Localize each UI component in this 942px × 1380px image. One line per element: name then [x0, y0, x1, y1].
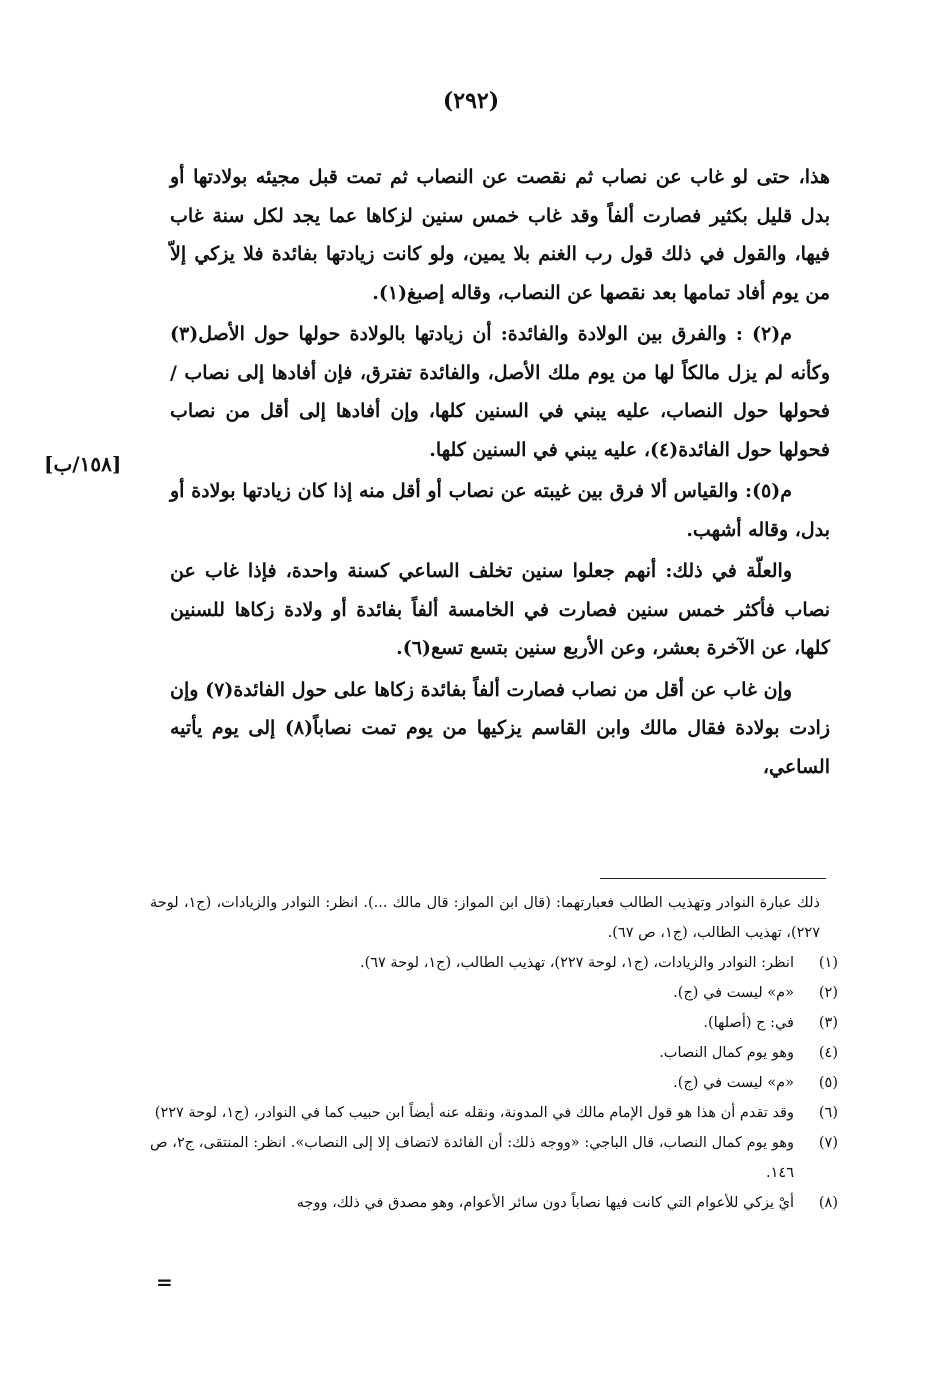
paragraph: هذا، حتى لو غاب عن نصاب ثم نقصت عن النصاب ثم تمت قبل مجيئه بولادتها أو بدل قليل بكثير فصارت ألفاً وقد غاب خمس سنين لزكاها عما يجد لكل سنة غاب فيها، والقول في ذلك قول رب الغنم بلا يمين، ولو كانت زيادتها بفائدة فلا يزكي إلاّ من يوم أفاد تمامها بعد نقصها عن النصاب، وقاله إصبغ(١). — [170, 166, 830, 304]
footnote — [150, 1098, 838, 1128]
footnote-number: (٨) — [818, 1195, 838, 1211]
footnote-number: (١) — [818, 955, 838, 971]
paragraph: وإن غاب عن أقل من نصاب فصارت ألفاً بفائدة زكاها على حول الفائدة(٧) وإن زادت بولادة فقال مالك وابن القاسم يزكيها من يوم تمت نصاباً(٨) إلى يوم يأتيه الساعي، — [170, 678, 830, 778]
footnote-divider — [600, 878, 826, 879]
footnote-text: وهو يوم كمال النصاب. — [659, 1045, 794, 1061]
footnote — [150, 1038, 838, 1068]
footnote — [150, 1128, 838, 1188]
footnote — [150, 978, 838, 1008]
footnote — [150, 1188, 838, 1218]
footnote-text: في: ج (أصلها). — [703, 1015, 794, 1031]
footnote-number: (٢) — [818, 985, 838, 1001]
footnote-text: أيْ يزكي للأعوام التي كانت فيها نصاباً دون سائر الأعوام، وهو مصدق في ذلك، ووجه — [296, 1195, 794, 1211]
footnote-number: (٤) — [818, 1045, 838, 1061]
footnote-text: «م» ليست في (ج). — [673, 985, 794, 1001]
footnote — [150, 948, 838, 978]
continuation-mark: = — [156, 1270, 173, 1294]
footnote-text: انظر: النوادر والزيادات، (ج١، لوحة ٢٢٧)، تهذيب الطالب، (ج١، لوحة ٦٧). — [359, 955, 794, 971]
paragraph: والعلّة في ذلك: أنهم جعلوا سنين تخلف الساعي كسنة واحدة، فإذا غاب عن نصاب فأكثر خمس سنين فصارت في الخامسة ألفاً بفائدة أو ولادة زكاها للسنين كلها، عن الآخرة بعشر، وعن الأربع سنين بتسع تسع(٦). — [170, 560, 830, 659]
footnote — [150, 1068, 838, 1098]
footnote-number: (٥) — [818, 1075, 838, 1091]
main-text — [170, 158, 830, 789]
footnote-number: (٦) — [818, 1105, 838, 1121]
footnote-number: (٧) — [818, 1135, 838, 1151]
footnotes — [150, 888, 838, 1218]
page-number: (٢٩٢) — [442, 88, 500, 114]
footnote-text: وقد تقدم أن هذا هو قول الإمام مالك في المدونة، ونقله عنه أيضاً ابن حبيب كما في النوادر، (ج١، لوحة ٢٢٧) — [154, 1105, 794, 1121]
footnote-number: (٣) — [818, 1015, 838, 1031]
footnote — [150, 1008, 838, 1038]
paragraph: م(٥): والقياس ألا فرق بين غيبته عن نصاب أو أقل منه إذا كان زيادتها بولادة أو بدل، وقاله أشهب. — [170, 480, 830, 541]
paragraph: م(٢) : والفرق بين الولادة والفائدة: أن زيادتها بالولادة حولها حول الأصل(٣) وكأنه لم يزل مالكاً لها من يوم ملك الأصل، والفائدة تفترق، فإن أفادها إلى نصاب / فحولها حول النصاب، عليه يبني في السنين كلها، وإن أفادها إلى أقل من نصاب فحولها حول الفائدة(٤)، عليه يبني في السنين كلها. — [170, 323, 830, 461]
footnote-list — [150, 948, 838, 1218]
footnote-text: وهو يوم كمال النصاب، قال الباجي: «ووجه ذلك: أن الفائدة لاتضاف إلا إلى النصاب». انظر: المنتقى، ج٢، ص ١٤٦. — [150, 1135, 794, 1181]
footnote-continuation: ذلك عبارة النوادر وتهذيب الطالب فعبارتهما: (قال ابن المواز: قال مالك ...). انظر: النوادر والزيادات، (ج١، لوحة ٢٢٧)، تهذيب الطالب، (ج١، ص ٦٧). — [150, 895, 820, 941]
footnote-text: «م» ليست في (ج). — [673, 1075, 794, 1091]
margin-folio-note: [١٥٨/ب] — [44, 452, 122, 476]
